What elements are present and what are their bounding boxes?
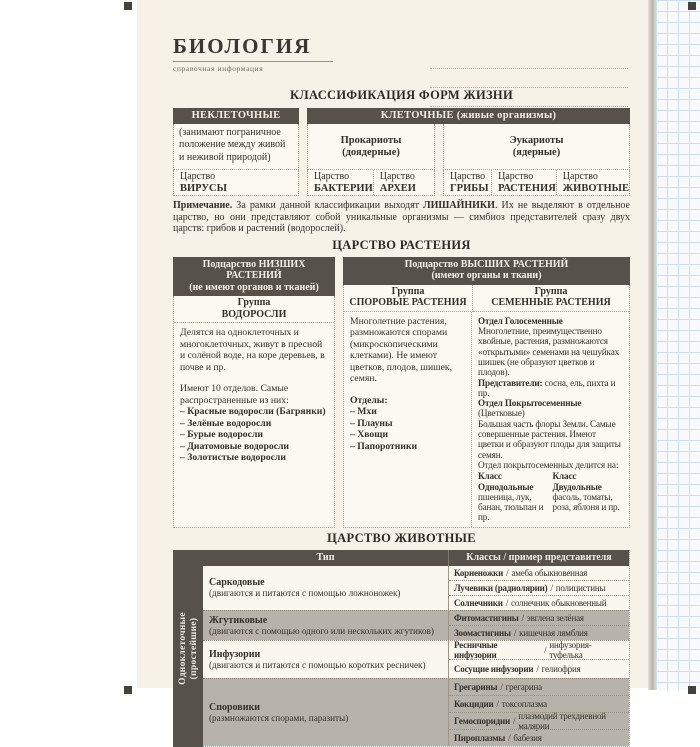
note-paragraph	[173, 200, 630, 235]
unicellular-side-label: Одноклеточные (простейшие)	[173, 550, 203, 747]
prokaryotes-title-cell	[307, 124, 435, 170]
note-label: Примечание.	[173, 200, 233, 211]
kingdom-name: БАКТЕРИИ	[314, 182, 373, 194]
section-title-plants: ЦАРСТВО РАСТЕНИЯ	[332, 237, 471, 252]
algae-item: – Диатомовые водоросли	[180, 440, 290, 452]
kingdom-cell-plants	[491, 170, 556, 195]
kingdom-cell-fungi	[444, 170, 491, 195]
algae-item: – Золотистые водоросли	[180, 452, 286, 464]
class-monocots: Класс Однодольные пшеница, лук, банан, тюльпан и пр.	[478, 471, 544, 523]
animals-table	[173, 550, 630, 747]
kingdom-name: АРХЕИ	[379, 182, 416, 194]
kingdom-cell-viruses	[173, 170, 299, 196]
algae-item: – Зелёные водоросли	[180, 417, 272, 429]
page-subtitle: справочная информация	[173, 64, 264, 73]
plants-table	[173, 257, 630, 528]
higher-plants-column	[343, 257, 630, 528]
animal-class-row: Лучевики (радиолярии) / полицистины	[449, 580, 629, 595]
column-header-classes: Классы / пример представителя	[448, 550, 629, 566]
class-dicots: Класс Двудольные фасоль, томаты, роза, яблоня и пр.	[552, 471, 620, 513]
spore-item: – Мхи	[350, 406, 377, 418]
seed-description: Отдел Голосеменные Многолетние, преимущественно хвойные, растения, размножаются «открытыми» семенами на чешуйках шишек (не образуют цветков и плодов). Представители: сосна, ель, пихта и пр. Отдел Покрытосеменные (Цветковые) Большая часть флоры Земли. Самые совершенные растения. Имеют цветки и образуют плоды для защиты семян. Отдел покрытосеменных делится на: Класс Однодольные пшеница, лук, банан, тюльпан и пр. Класс Двудольные фасоль, томаты, роза, яблоня и пр.	[472, 312, 629, 527]
prokaryotes-title: Прокариоты	[340, 134, 402, 146]
kingdom-cell-animals	[556, 170, 629, 195]
note-text: За рамки данной классификации выходят	[232, 200, 424, 211]
animals-table-header	[203, 550, 629, 566]
spore-item: – Плауны	[350, 417, 393, 429]
animal-group-flagellata: Жгутиковые (двигаются с помощью одного или нескольких жгутиков) Фитомастигины / эвглена зелёная Зоомастигины / кишечная лямблия	[203, 610, 629, 640]
prokaryotes-subtitle: (доядерные)	[342, 146, 400, 158]
classification-table	[173, 108, 630, 196]
corner-mark	[124, 686, 132, 694]
noncellular-column	[173, 108, 299, 196]
animal-class-row: Сосущие инфузории / гелиофрия	[449, 659, 629, 678]
spore-description: Многолетние растения, размножаются спорами (микроскопическими клетками). Не имеют цветков, плодов, шишек, семян. Отделы: – Мхи – Плауны – Хвощи – Папоротники	[344, 312, 472, 527]
lower-plants-header: Подцарство НИЗШИХ РАСТЕНИЙ (не имеют органов и тканей)	[173, 257, 335, 297]
spore-item: – Папоротники	[350, 440, 418, 452]
animal-class-row: Зоомастигины / кишечная лямблия	[449, 625, 629, 640]
kingdom-name: ВИРУСЫ	[180, 182, 227, 194]
ruled-line	[430, 50, 628, 69]
animal-class-row: Солнечники / солнечник обыкновенный	[449, 595, 629, 610]
section-title-classification: КЛАССИФИКАЦИЯ ФОРМ ЖИЗНИ	[290, 88, 513, 102]
lower-plants-column	[173, 257, 335, 528]
ruled-line	[430, 69, 628, 88]
corner-mark	[688, 2, 696, 10]
kingdom-cell-bacteria	[308, 170, 373, 195]
noncellular-header: НЕКЛЕТОЧНЫЕ	[173, 108, 299, 124]
cellular-header: КЛЕТОЧНЫЕ (живые организмы)	[307, 108, 630, 124]
page-title: БИОЛОГИЯ	[173, 34, 333, 62]
section-title-animals: ЦАРСТВО ЖИВОТНЫЕ	[327, 530, 476, 545]
animal-class-row: Грегарины / грегарина	[454, 681, 542, 692]
ruled-lines	[430, 50, 628, 107]
cellular-column	[307, 108, 630, 196]
kingdom-name: ЖИВОТНЫЕ	[562, 182, 629, 194]
algae-description: Делятся на одноклеточных и многоклеточных, живут в пресной и солёной воде, на коре деревьев, в почве и пр. Имеют 10 отделов. Самые распространенные из них: – Красные водоросли (Багрянки) – Зелёные водоросли – Бурые водоросли – Диатомовые водоросли – Золотистые водоросли	[174, 323, 334, 481]
page-edge-shadow	[648, 0, 656, 690]
spore-group-cell: Группа СПОРОВЫЕ РАСТЕНИЯ	[344, 285, 473, 312]
noncellular-description: (занимают пограничное положение между живой и неживой природой)	[173, 124, 299, 170]
animal-group-sarcodina: Саркодовые (двигаются и питаются с помощью ложноножек) Корненожки / амеба обыкновенная Лучевики (радиолярии) / полицистины Солнечники / солнечник обыкновенный	[203, 566, 629, 610]
algae-group-cell: Группа ВОДОРОСЛИ	[174, 296, 334, 323]
column-header-type: Тип	[316, 551, 335, 563]
kingdom-label: Царство	[379, 171, 415, 182]
ruled-line	[430, 88, 628, 107]
algae-item: – Бурые водоросли	[180, 429, 263, 441]
animal-class-row: Ресничные инфузории / инфузория-туфелька	[454, 639, 592, 660]
kingdom-label: Царство	[562, 171, 598, 182]
kingdom-name: РАСТЕНИЯ	[498, 182, 556, 194]
animal-class-row: Корненожки / амеба обыкновенная	[454, 567, 588, 578]
reference-page	[137, 0, 648, 743]
animal-class-row: Фитомастигины / эвглена зелёная	[454, 612, 584, 623]
animal-group-sporozoa: Споровики (размножаются спорами, паразиты) Грегарины / грегарина Кокцидии / токсоплазма Гемоспоридии / плазмодий трехдневной малярии Пироплазмы / бабезия	[203, 678, 629, 746]
higher-plants-header: Подцарство ВЫСШИХ РАСТЕНИЙ (имеют органы и ткани)	[343, 257, 630, 285]
spore-item: – Хвощи	[350, 429, 389, 441]
corner-mark	[124, 2, 132, 10]
notebook-grid-paper	[656, 0, 700, 690]
eukaryotes-group	[443, 124, 630, 196]
kingdom-cell-archaea	[373, 170, 434, 195]
kingdom-label: Царство	[450, 171, 486, 182]
eukaryotes-subtitle: (ядерные)	[512, 146, 561, 158]
kingdom-label: Царство	[314, 171, 350, 182]
animal-class-row: Гемоспоридии / плазмодий трехдневной малярии	[449, 712, 629, 729]
eukaryotes-title: Эукариоты	[509, 134, 564, 146]
eukaryotes-title-cell	[443, 124, 630, 170]
kingdom-name: ГРИБЫ	[450, 182, 489, 194]
animal-group-infusoria: Инфузории (двигаются и питаются с помощью коротких ресничек) Ресничные инфузории / инфузория-туфелька Сосущие инфузории / гелиофрия	[203, 640, 629, 678]
corner-mark	[688, 686, 696, 694]
kingdom-label: Царство	[498, 171, 534, 182]
prokaryotes-group	[307, 124, 435, 196]
algae-item: – Красные водоросли (Багрянки)	[180, 406, 326, 418]
kingdom-label: Царство	[180, 171, 216, 182]
note-highlight: ЛИШАЙНИКИ	[423, 200, 495, 211]
seed-group-cell: Группа СЕМЕННЫЕ РАСТЕНИЯ	[473, 285, 629, 312]
note-text: . Их не выделяют в отдельное царство, но они представляют собой уникальные организмы — симбиоз представителей сразу двух царств: грибов и растений (водорослей).	[173, 200, 630, 235]
animal-class-row: Пироплазмы / бабезия	[449, 729, 629, 746]
animal-class-row: Кокцидии / токсоплазма	[449, 695, 629, 712]
